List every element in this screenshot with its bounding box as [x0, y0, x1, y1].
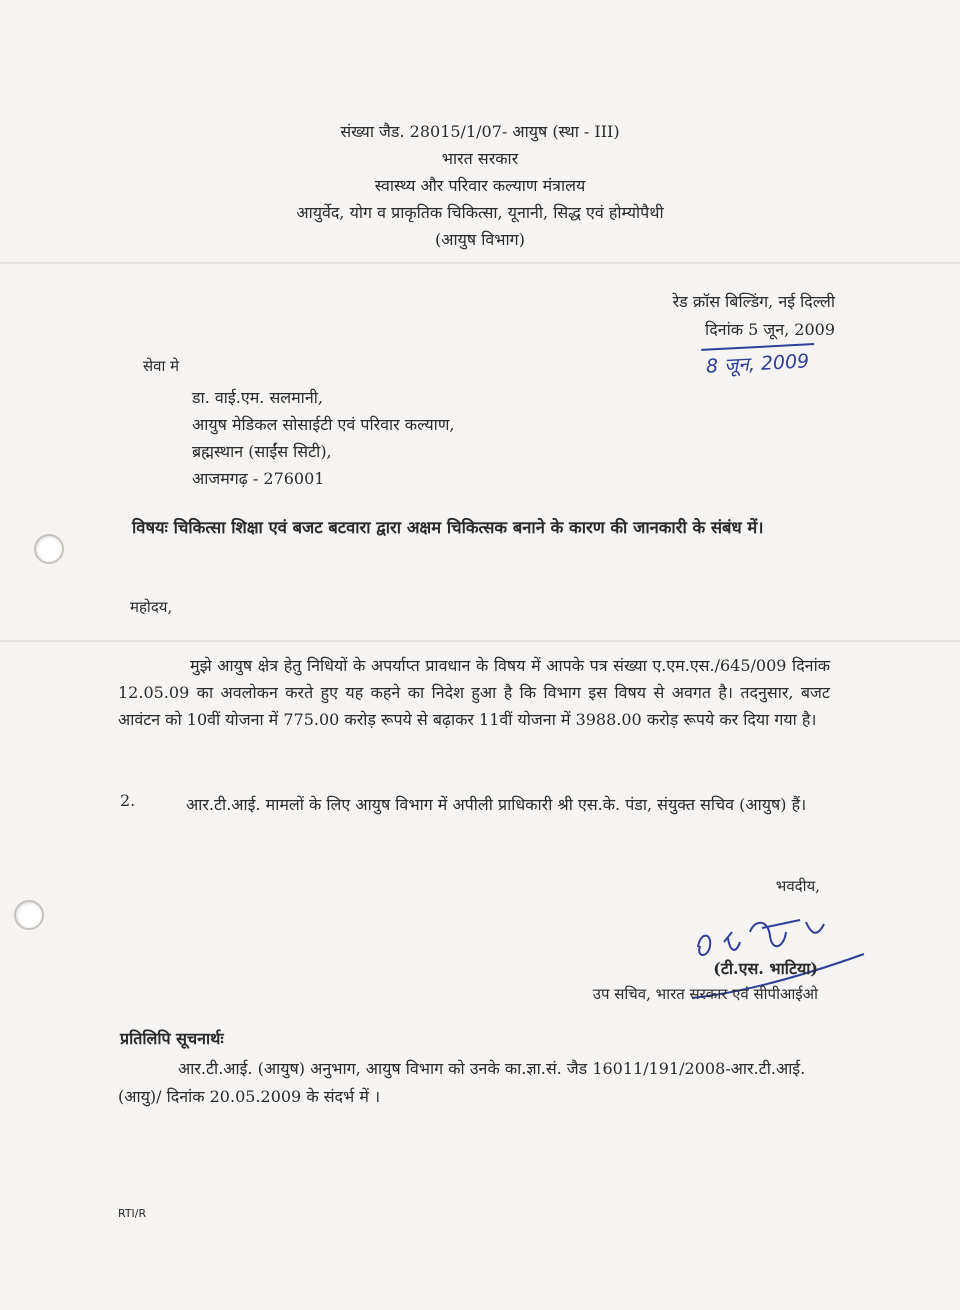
subject-text: चिकित्सा शिक्षा एवं बजट बटवारा द्वारा अक्षम चिकित्सक बनाने के कारण की जानकारी के संबंध में। — [173, 518, 764, 537]
subject-line — [132, 514, 832, 541]
closing: भवदीय, — [775, 877, 820, 895]
subject-label: विषयः — [132, 518, 168, 537]
addressee-city: आजमगढ़ - 276001 — [192, 469, 325, 488]
addressee-name: डा. वाई.एम. सलमानी, — [192, 388, 323, 407]
letterhead — [230, 118, 730, 253]
addressee-organisation: आयुष मेडिकल सोसाईटी एवं परिवार कल्याण, — [192, 415, 455, 434]
handwritten-date: 8 जून, 2009 — [705, 347, 809, 378]
punch-hole — [14, 900, 44, 930]
systems-line: आयुर्वेद, योग व प्राकृतिक चिकित्सा, यूनानी, सिद्ध एवं होम्योपैथी — [296, 203, 664, 222]
reference-number: संख्या जैड. 28015/1/07- आयुष (स्था - III) — [340, 122, 620, 141]
place: रेड क्रॉस बिल्डिंग, नई दिल्ली — [672, 292, 835, 311]
signatory-designation: उप सचिव, भारत सरकार एवं सीपीआईओ — [592, 985, 818, 1003]
department-name: (आयुष विभाग) — [435, 230, 525, 249]
body-paragraph-1: मुझे आयुष क्षेत्र हेतु निधियों के अपर्याप्त प्रावधान के विषय में आपके पत्र संख्या ए.एम.एस./645/009 दिनांक 12.05.09 का अवलोकन करते हुए यह कहने का निदेश हुआ है कि विभाग इस विषय से अवगत है। तदनुसार, बजट आवंटन को 10वीं योजना में 775.00 करोड़ रूपये से बढ़ाकर 11वीं योजना में 3988.00 करोड़ रूपये कर दिया गया है। — [118, 656, 830, 729]
punch-hole — [34, 534, 64, 564]
footer-reference: RTI/R — [118, 1207, 147, 1220]
signatory-name: (टी.एस. भाटिया) — [713, 959, 818, 978]
letter-date: दिनांक 5 जून, 2009 — [705, 320, 835, 339]
copy-to-heading: प्रतिलिपि सूचनार्थः — [120, 1029, 224, 1048]
paper-fold-line — [0, 640, 960, 642]
paragraph-2-number: 2. — [120, 791, 136, 810]
ministry-name: स्वास्थ्य और परिवार कल्याण मंत्रालय — [374, 176, 586, 195]
addressee-block — [192, 384, 454, 492]
salutation: महोदय, — [130, 598, 173, 616]
paper-fold-line — [0, 262, 960, 264]
body-paragraph-2: आर.टी.आई. मामलों के लिए आयुष विभाग में अपीली प्राधिकारी श्री एस.के. पंडा, संयुक्त सचिव (आयुष) हैं। — [186, 795, 807, 814]
place-and-date — [673, 288, 835, 344]
to-label: सेवा मे — [143, 357, 180, 375]
addressee-locality: ब्रह्मस्थान (साईंस सिटी), — [192, 442, 332, 461]
government-name: भारत सरकार — [441, 149, 519, 168]
copy-to-text: आर.टी.आई. (आयुष) अनुभाग, आयुष विभाग को उनके का.ज्ञा.सं. जैड 16011/191/2008-आर.टी.आई. (आयु)/ दिनांक 20.05.2009 के संदर्भ में । — [118, 1059, 806, 1106]
